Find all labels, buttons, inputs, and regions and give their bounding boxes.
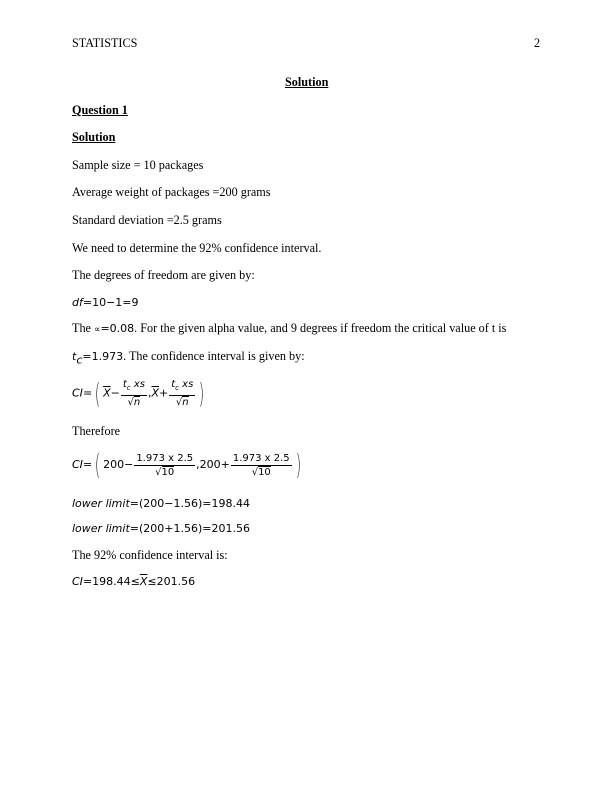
comma: , [196,458,200,471]
dof-symbol: df [72,296,83,309]
fraction: $\frac{t_c xs}{√n}$ [171,379,194,408]
ci-label: CI [72,575,83,588]
t-subscript: c [126,384,131,392]
tc-subscript: c [76,353,83,367]
ci-numeric-formula [72,448,304,481]
equals-sign: = [82,386,93,400]
plus-sign: + [159,386,169,400]
numerator-rest: xs [179,379,194,390]
alpha-symbol: ∝ [94,325,101,335]
objective-line: We need to determine the 92% confidence interval. [72,241,322,255]
page-number: 2 [534,36,541,50]
denominator: n [182,397,189,408]
solution-heading: Solution [72,130,116,144]
average-weight-line: Average weight of packages =200 grams [72,185,271,199]
fraction: $\frac{1.973 x 2.5}{√10}$ [136,452,194,478]
alpha-line [72,321,506,336]
minus-sign: − [110,386,120,400]
ci-label: CI [72,386,83,400]
running-head: STATISTICS [72,36,138,50]
ci-result-intro: The 92% confidence interval is: [72,548,228,562]
denominator: 10 [161,466,175,478]
ci-upper: ≤201.56 [147,575,196,588]
lower-limit-equation [72,497,250,510]
left-paren: ( [94,448,101,481]
ci-general-formula [72,378,207,409]
upper-limit-equation [72,522,250,535]
minus-sign: − [124,458,134,471]
std-dev-line: Standard deviation =2.5 grams [72,213,222,227]
x-bar: $\overline{X}$ [139,575,148,588]
tc-suffix: . The confidence interval is given by: [123,349,305,363]
alpha-prefix: The [72,321,91,335]
denominator: 10 [258,466,271,478]
tc-symbol: t [72,350,77,363]
critical-value-line [72,349,305,366]
document-title: Solution [285,75,329,89]
fraction: $\frac{t_c xs}{√n}$ [122,379,145,408]
x-bar: $\overline{X}$ [103,386,111,400]
ci-lower: =198.44≤ [82,575,140,588]
denominator: n [133,397,141,408]
ci-label: CI [72,458,83,471]
sample-size-line: Sample size = 10 packages [72,158,204,172]
t-symbol: t [171,379,176,390]
upper-limit-label: lower limit [72,522,130,535]
dof-value: =10−1=9 [82,296,139,309]
upper-limit-value: =(200+1.56)=201.56 [129,522,250,535]
right-paren: ) [295,448,301,481]
t-symbol: t [122,379,127,390]
lower-limit-label: lower limit [72,497,130,510]
left-paren: ( [94,376,101,410]
equals-sign: = [82,458,93,471]
fraction: $\frac{1.973 x 2.5}{√10}$ [232,452,290,478]
question-heading: Question 1 [72,103,128,117]
final-ci-equation [72,575,195,588]
numerator: 1.973 x 2.5 [232,452,290,464]
mean-value: 200 [103,458,125,471]
dof-equation [72,296,139,309]
therefore-line: Therefore [72,424,121,438]
right-paren: ) [199,376,205,410]
lower-limit-value: =(200−1.56)=198.44 [129,497,250,510]
numerator-rest: xs [130,379,145,390]
dof-intro-line: The degrees of freedom are given by: [72,268,255,282]
alpha-value: =0.08 [100,322,135,335]
numerator: 1.973 x 2.5 [136,452,194,464]
tc-value: =1.973 [82,350,124,363]
comma: , [147,386,152,400]
x-bar: $\overline{X}$ [151,386,159,400]
plus-sign: + [220,458,230,471]
alpha-suffix: . For the given alpha value, and 9 degrees if freedom the critical value of t is [134,321,507,335]
t-subscript: c [175,384,179,392]
mean-value: 200 [199,458,221,471]
